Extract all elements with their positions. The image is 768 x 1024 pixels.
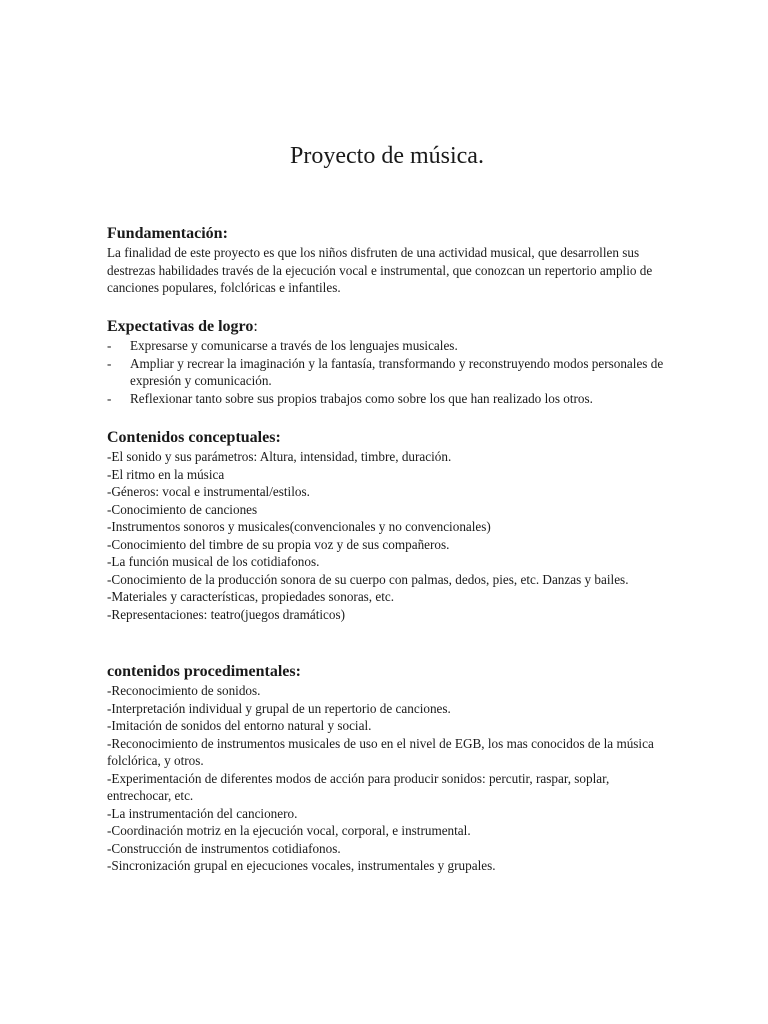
heading-fundamentacion: Fundamentación: — [107, 225, 228, 242]
list-item: -Reconocimiento de instrumentos musicales de uso en el nivel de EGB, los mas conocidos de la música folclórica, y otros. — [107, 735, 654, 768]
list-item: -Representaciones: teatro(juegos dramáticos) — [107, 606, 346, 622]
list-item: -Materiales y características, propiedades sonoras, etc. — [107, 589, 395, 604]
list-item: -Interpretación individual y grupal de un repertorio de canciones. — [107, 700, 451, 716]
heading-conceptuales: Contenidos conceptuales: — [107, 429, 281, 446]
list-item: -Construcción de instrumentos cotidiafonos. — [107, 840, 341, 856]
list-item: -El ritmo en la música — [107, 466, 225, 482]
procedimentales-list — [107, 682, 667, 875]
list-item: -La instrumentación del cancionero. — [107, 805, 298, 821]
section-conceptuales — [107, 428, 667, 623]
list-item: -Conocimiento de la producción sonora de su cuerpo con palmas, dedos, pies, etc. Danzas y bailes. — [107, 571, 629, 587]
list-item: -Géneros: vocal e instrumental/estilos. — [107, 484, 310, 499]
list-item: -La función musical de los cotidiafonos. — [107, 554, 320, 569]
list-item: -Sincronización grupal en ejecuciones vocales, instrumentales y grupales. — [107, 858, 496, 873]
fundamentacion-text — [107, 244, 667, 297]
list-item: -Conocimiento de canciones — [107, 501, 258, 517]
heading-procedimentales: contenidos procedimentales: — [107, 663, 301, 680]
list-item: -El sonido y sus parámetros: Altura, intensidad, timbre, duración. — [107, 449, 452, 464]
list-item: -Instrumentos sonoros y musicales(convencionales y no convencionales) — [107, 519, 491, 534]
list-item: -Coordinación motriz en la ejecución vocal, corporal, e instrumental. — [107, 823, 471, 838]
heading-expectativas-label: Expectativas de logro — [107, 318, 254, 335]
list-item: -Reconocimiento de sonidos. — [107, 683, 261, 698]
list-item: - Expresarse y comunicarse a través de los lenguajes musicales. — [107, 337, 667, 355]
heading-expectativas — [107, 317, 667, 337]
list-item: -Imitación de sonidos del entorno natural y social. — [107, 718, 372, 733]
section-expectativas — [107, 317, 667, 407]
heading-expectativas-colon: : — [253, 318, 258, 335]
conceptuales-list — [107, 448, 667, 623]
expectativas-list — [107, 337, 667, 407]
list-item: -Experimentación de diferentes modos de acción para producir sonidos: percutir, raspar, soplar, entrechocar, etc. — [107, 770, 610, 803]
list-item: - Reflexionar tanto sobre sus propios trabajos como sobre los que han realizado los otros. — [107, 390, 667, 408]
section-fundamentacion — [107, 224, 667, 297]
list-item: -Conocimiento del timbre de su propia voz y de sus compañeros. — [107, 536, 450, 552]
list-item: - Ampliar y recrear la imaginación y la fantasía, transformando y reconstruyendo modos personales de expresión y comunicación. — [107, 355, 667, 390]
document-title: Proyecto de música. — [290, 143, 484, 169]
fundamentacion-paragraph: La finalidad de este proyecto es que los niños disfruten de una actividad musical, que desarrollen sus destrezas habilidades través de la ejecución vocal e instrumental, que conozcan un repertorio amplio de canciones populares, folclóricas e infantiles. — [107, 245, 653, 295]
section-procedimentales — [107, 662, 667, 875]
